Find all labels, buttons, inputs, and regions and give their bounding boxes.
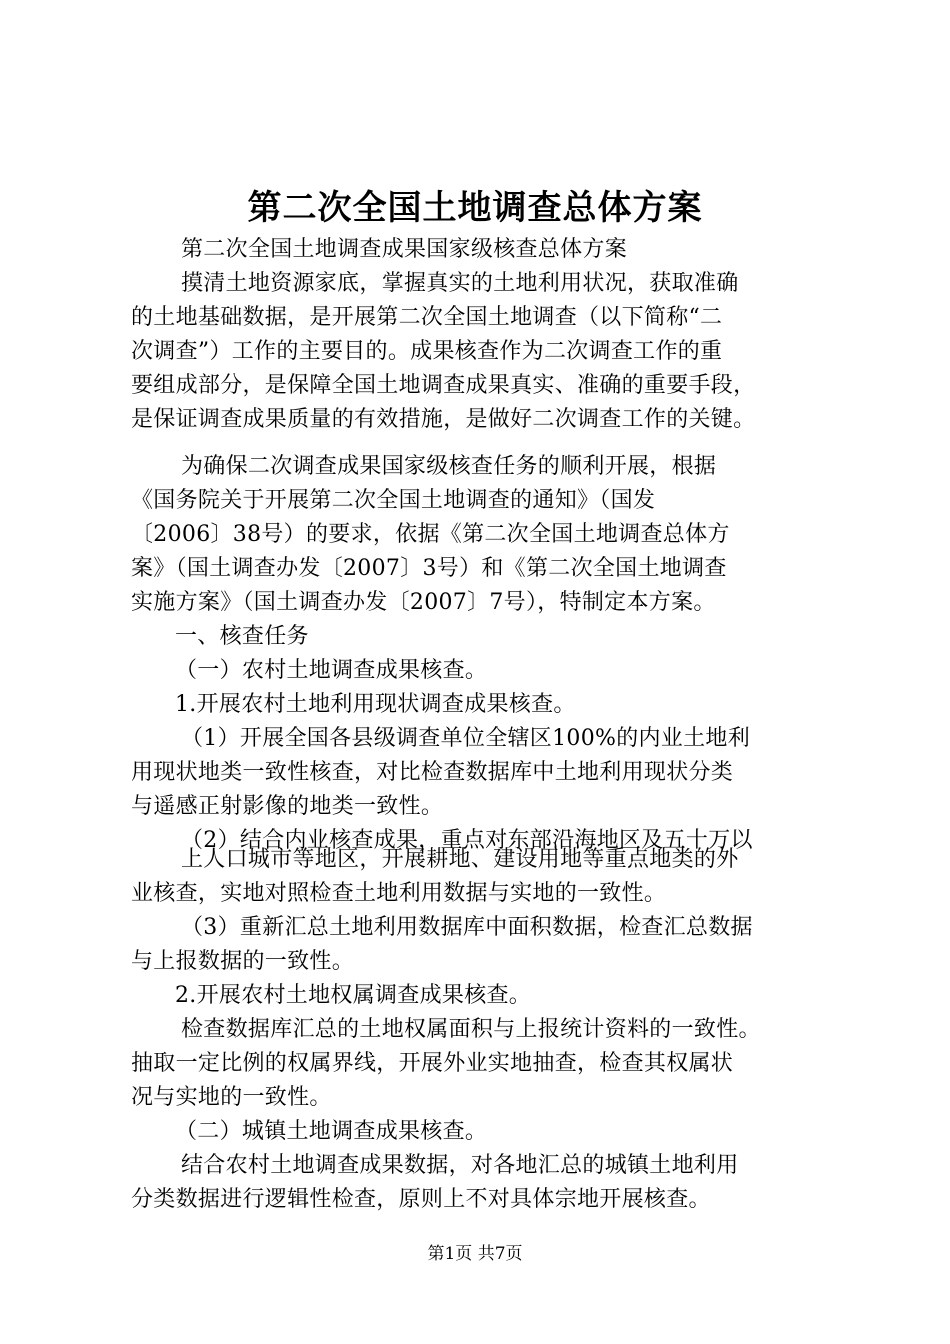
text-line: 抽取一定比例的权属界线，开展外业实地抽查，检查其权属状	[131, 1051, 734, 1076]
text-line: 〔2006〕38号）的要求，依据《第二次全国土地调查总体方	[131, 522, 730, 547]
text-line: 为确保二次调查成果国家级核查任务的顺利开展，根据	[181, 454, 717, 479]
paragraph-block-intro	[131, 233, 831, 437]
section-heading: 一、核查任务	[175, 624, 309, 649]
subsection-heading: （一）农村土地调查成果核查。	[175, 658, 488, 683]
text-line: 第二次全国土地调查成果国家级核查总体方案	[181, 237, 628, 262]
page-footer: 第1页 共7页	[427, 1244, 523, 1264]
text-line: （3）重新汇总土地利用数据库中面积数据，检查汇总数据	[181, 915, 753, 940]
paragraph-block-tasks	[131, 450, 831, 858]
paragraph-block-continued	[131, 843, 831, 1217]
text-line: 业核查，实地对照检查土地利用数据与实地的一致性。	[131, 881, 667, 906]
subsection-heading: （二）城镇土地调查成果核查。	[175, 1119, 488, 1144]
text-line: 检查数据库汇总的土地权属面积与上报统计资料的一致性。	[181, 1017, 761, 1042]
text-line: 要组成部分，是保障全国土地调查成果真实、准确的重要手段，	[131, 373, 756, 398]
text-line: 与遥感正射影像的地类一致性。	[131, 794, 444, 819]
text-line: 次调查”）工作的主要目的。成果核查作为二次调查工作的重	[131, 339, 723, 364]
text-line: 的土地基础数据，是开展第二次全国土地调查（以下简称“二	[131, 305, 723, 330]
text-line: 案》（国土调查办发〔2007〕3号）和《第二次全国土地调查	[131, 556, 727, 581]
text-line: 上人口城市等地区，开展耕地、建设用地等重点地类的外	[181, 847, 739, 872]
text-line: （2）结合内业核查成果，重点对东部沿海地区及五十万以	[181, 828, 753, 853]
text-line: （1）开展全国各县级调查单位全辖区100%的内业土地利	[181, 726, 750, 751]
item-heading: 1.开展农村土地利用现状调查成果核查。	[175, 692, 576, 717]
text-line: 结合农村土地调查成果数据，对各地汇总的城镇土地利用	[181, 1153, 739, 1178]
item-heading: 2.开展农村土地权属调查成果核查。	[175, 983, 532, 1008]
text-line: 摸清土地资源家底，掌握真实的土地利用状况，获取准确	[181, 271, 739, 296]
text-line: 与上报数据的一致性。	[131, 949, 355, 974]
text-line: 分类数据进行逻辑性检查，原则上不对具体宗地开展核查。	[131, 1187, 711, 1212]
text-line: 实施方案》（国土调查办发〔2007〕7号），特制定本方案。	[131, 590, 716, 615]
text-line: 况与实地的一致性。	[131, 1085, 332, 1110]
text-line: 用现状地类一致性核查，对比检查数据库中土地利用现状分类	[131, 760, 734, 785]
text-line: 是保证调查成果质量的有效措施，是做好二次调查工作的关键。	[131, 407, 756, 432]
text-line: 《国务院关于开展第二次全国土地调查的通知》（国发	[131, 488, 656, 513]
document-title: 第二次全国土地调查总体方案	[247, 188, 703, 228]
